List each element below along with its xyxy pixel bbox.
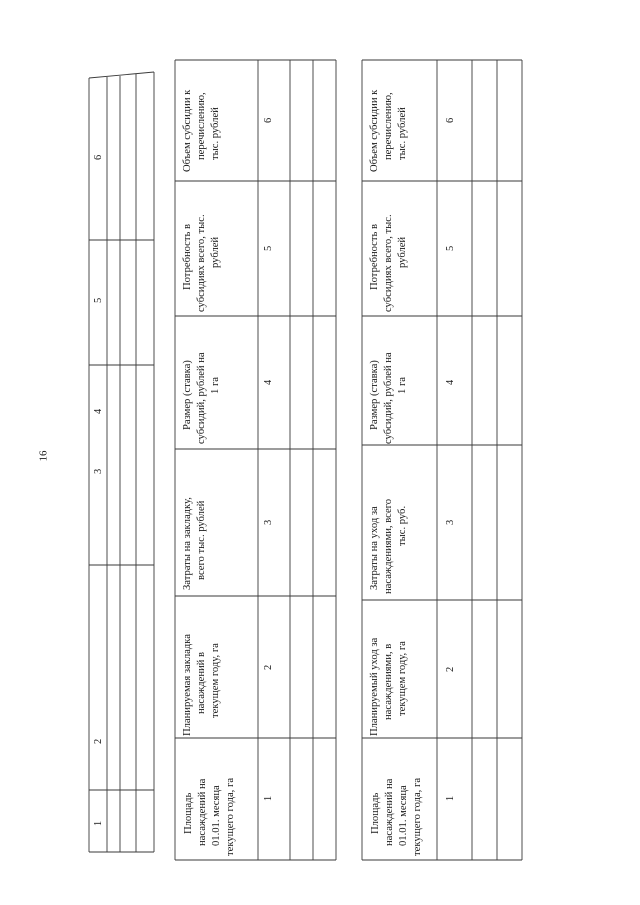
planting-header-5-line-3: рублей [210, 236, 221, 268]
planting-header-2-line-2: насаждений в [196, 652, 207, 714]
planting-col-number-4: 4 [263, 379, 274, 385]
planting-col-number-6: 6 [263, 117, 274, 123]
planting-header-4-line-1: Размер (ставка) [182, 360, 193, 430]
care-header-4-line-3: 1 га [397, 377, 408, 394]
planting-header-2-line-3: текущем году, га [210, 643, 221, 718]
planting-header-5-line-1: Потребность в [182, 224, 193, 290]
planting-header-5-line-2: субсидиях всего, тыс. [196, 214, 207, 312]
care-table [362, 60, 522, 860]
top-col-number-2: 2 [93, 738, 104, 744]
planting-header-6-line-3: тыс. рублей [210, 107, 221, 160]
care-header-3-line-2: насаждениями, всего [383, 498, 394, 594]
care-header-6-line-2: перечислению, [383, 92, 394, 160]
care-col-number-6: 6 [445, 117, 456, 123]
care-header-3-line-3: тыс. руб. [397, 505, 408, 546]
care-col-number-2: 2 [445, 666, 456, 672]
care-header-3-line-1: Затраты на уход за [369, 506, 380, 590]
care-header-6-line-3: тыс. рублей [397, 107, 408, 160]
care-col-number-4: 4 [445, 379, 456, 385]
care-header-5-line-2: субсидиях всего, тыс. [383, 214, 394, 312]
top-table [89, 72, 154, 852]
planting-col-number-1: 1 [263, 795, 274, 801]
planting-col-number-3: 3 [263, 519, 274, 525]
planting-header-1-line-1: Площадь [183, 792, 194, 834]
care-header-5-line-3: рублей [397, 236, 408, 268]
planting-header-4-line-3: 1 га [210, 377, 221, 394]
care-header-1-line-1: Площадь [370, 792, 381, 834]
care-header-4-line-1: Размер (ставка) [369, 360, 380, 430]
planting-header-6-line-1: Объем субсидии к [182, 89, 193, 172]
page-number: 16 [37, 450, 50, 462]
care-header-2-line-1: Планируемый уход за [369, 637, 380, 736]
top-col-number-3: 3 [93, 468, 104, 474]
planting-col-number-2: 2 [263, 664, 274, 670]
care-col-number-5: 5 [445, 245, 456, 251]
care-header-4-line-2: субсидий, рублей на [383, 352, 394, 444]
care-header-2-line-2: насаждениями, в [383, 643, 394, 720]
care-col-number-3: 3 [445, 519, 456, 525]
care-header-2-line-3: текущем году, га [397, 641, 408, 716]
planting-col-number-5: 5 [263, 245, 274, 251]
care-header-6-line-1: Объем субсидии к [369, 89, 380, 172]
planting-header-1-line-4: текущего года, га [225, 777, 236, 856]
planting-header-1-line-2: насаждений на [197, 778, 208, 846]
planting-header-3-line-1: Затраты на закладку, [182, 497, 193, 590]
care-header-5-line-1: Потребность в [369, 224, 380, 290]
care-header-1-line-2: насаждений на [384, 778, 395, 846]
planting-header-3-line-2: всего тыс. рублей [196, 500, 207, 580]
planting-table [175, 60, 336, 860]
care-header-1-line-4: текущего года, га [412, 777, 423, 856]
top-col-number-4: 4 [93, 408, 104, 414]
top-col-number-5: 5 [93, 297, 104, 303]
planting-header-1-line-3: 01.01. месяца [211, 785, 222, 846]
top-col-number-6: 6 [93, 154, 104, 160]
care-col-number-1: 1 [445, 795, 456, 801]
care-header-1-line-3: 01.01. месяца [398, 785, 409, 846]
planting-header-2-line-1: Планируемая закладка [182, 634, 193, 736]
planting-header-6-line-2: перечислению, [196, 92, 207, 160]
top-col-number-1: 1 [93, 820, 104, 826]
planting-header-4-line-2: субсидий, рублей на [196, 352, 207, 444]
